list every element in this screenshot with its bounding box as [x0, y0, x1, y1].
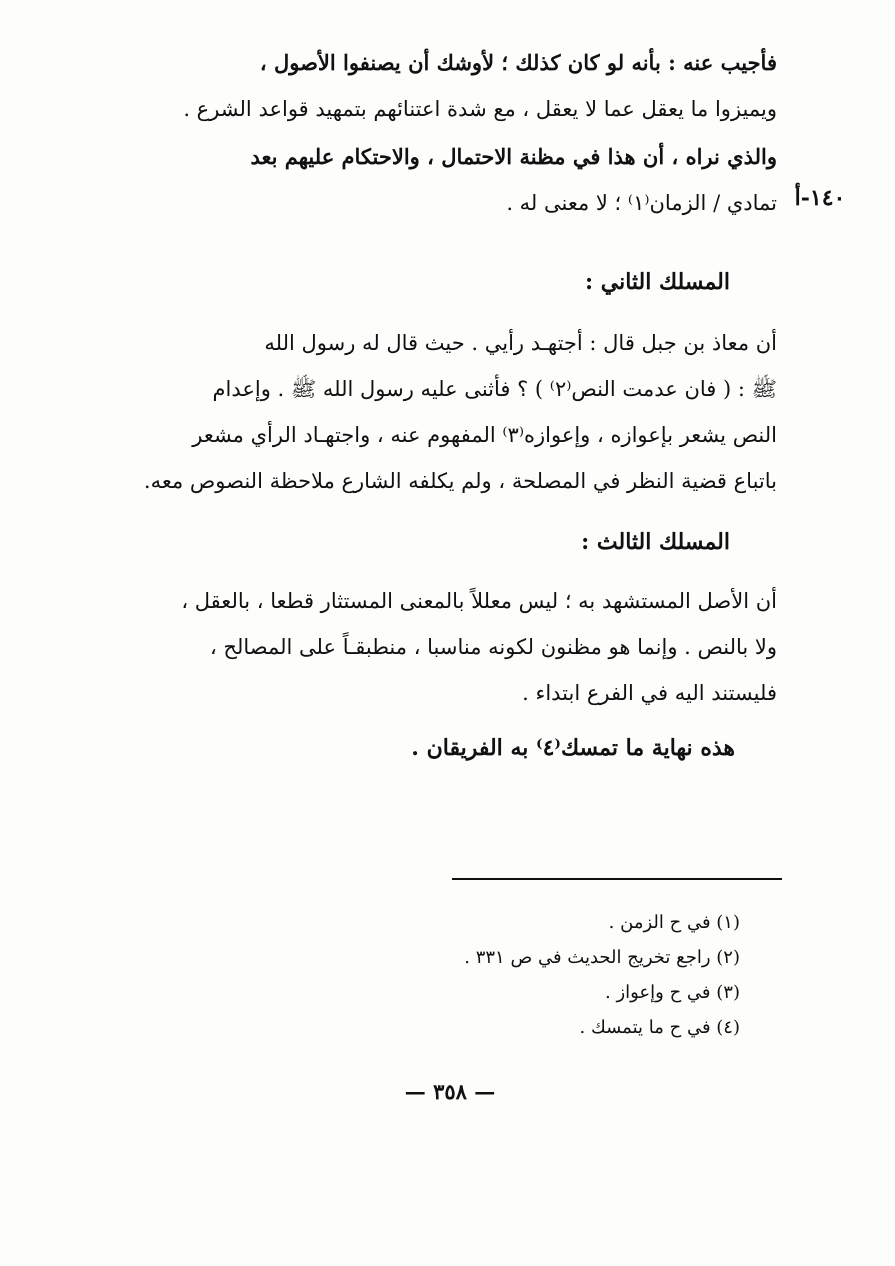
text-line: باتباع قضية النظر في المصلحة ، ولم يكلفه الشارع ملاحظة النصوص معه.	[143, 469, 777, 493]
section-2-paragraph	[117, 320, 777, 504]
text-line: ويميزوا ما يعقل عما لا يعقل ، مع شدة اعتنائهم بتمهيد قواعد الشرع .	[183, 97, 777, 121]
text-line: أن معاذ بن جبل قال : أجتهـد رأيي . حيث قال له رسول الله	[264, 331, 777, 355]
footnote-1: (١) في ح الزمن .	[608, 912, 740, 933]
footnote-divider	[452, 878, 782, 880]
footnotes	[340, 905, 740, 1045]
section-1-paragraph-2	[117, 134, 777, 226]
text-line: النص يشعر بإعوازه ، وإعوازه⁽٣⁾ المفهوم عنه ، واجتهـاد الرأي مشعر	[192, 423, 777, 447]
section-1-paragraph-1	[117, 40, 777, 132]
conclusion-line: هذه نهاية ما تمسك⁽٤⁾ به الفريقان .	[411, 735, 735, 761]
text-line: تمادي / الزمان⁽١⁾ ؛ لا معنى له .	[506, 191, 777, 215]
text-line: والذي نراه ، أن هذا في مظنة الاحتمال ، والاحتكام عليهم بعد	[250, 144, 777, 169]
text-line: أن الأصل المستشهد به ؛ ليس معللاً بالمعنى المستثار قطعا ، بالعقل ،	[181, 589, 777, 613]
page-number: — ٣٥٨ —	[404, 1079, 496, 1104]
section-3-paragraph	[117, 578, 777, 716]
section-3-heading: المسلك الثالث :	[581, 529, 730, 555]
text-line: ﷺ : ( فان عدمت النص⁽٢⁾ ) ؟ فأثنى عليه رسول الله ﷺ . وإعدام	[212, 377, 777, 401]
text-line: فليستند اليه في الفرع ابتداء .	[522, 681, 777, 705]
text-line: فأجيب عنه : بأنه لو كان كذلك ؛ لأوشك أن يصنفوا الأصول ،	[259, 50, 777, 75]
text-line: ولا بالنص . وإنما هو مظنون لكونه مناسبا ، منطبقـاً على المصالح ،	[209, 635, 777, 659]
margin-folio-reference: ١٤٠-أ	[794, 185, 846, 211]
footnote-4: (٤) في ح ما يتمسك .	[579, 1017, 740, 1038]
footnote-2: (٢) راجع تخريج الحديث في ص ٣٣١ .	[464, 947, 740, 968]
section-2-heading: المسلك الثاني :	[584, 269, 730, 295]
footnote-3: (٣) في ح وإعواز .	[605, 982, 740, 1003]
